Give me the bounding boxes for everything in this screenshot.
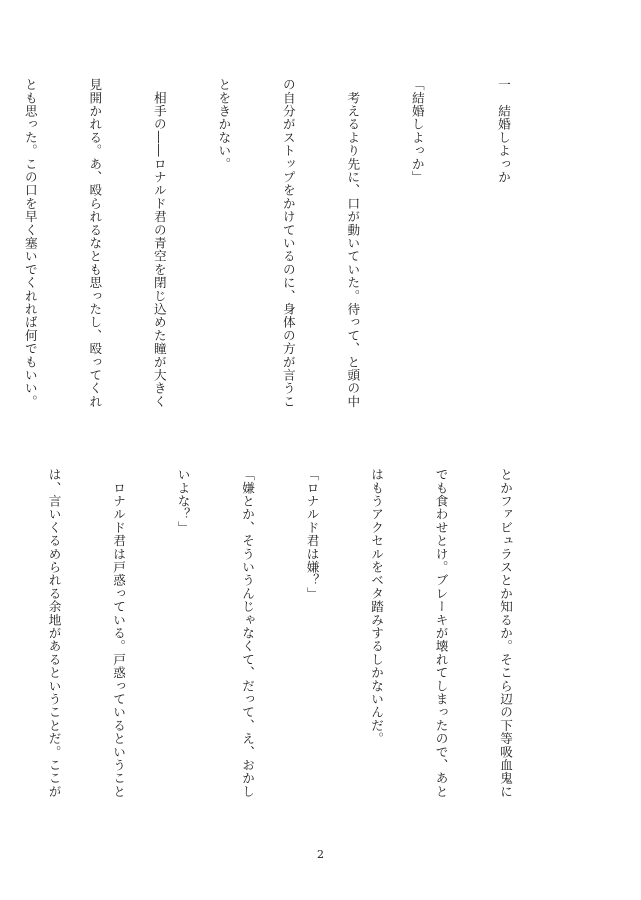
text-line: とをきかない。 — [216, 78, 232, 171]
text-line: は、言いくるめられる余地があるということだ。ここが — [46, 468, 62, 798]
text-column-bottom — [0, 468, 559, 823]
page-number: 2 — [317, 848, 324, 861]
text-line: 「ロナルド君は嫌？」 — [304, 468, 320, 600]
text-line: の自分がストップをかけているのに、身体の方が言うこ — [280, 78, 296, 408]
text-line: 見開かれる。あ、殴られるなとも思ったし、殴ってくれ — [87, 78, 103, 408]
text-line: はもうアクセルをベタ踏みするしかないんだ。 — [369, 468, 384, 746]
text-line: ロナルド君は戸惑っている。戸惑っているということ — [111, 468, 126, 798]
text-line: とも思った。この口を早く塞いでくれれば何でもいい。 — [22, 78, 38, 408]
text-line: いよな？」 — [175, 468, 191, 534]
text-line: 「嫌とか、そういうんじゃなくて、だって、え、おかし — [240, 468, 255, 798]
text-column-top — [0, 78, 557, 438]
chapter-title: 結婚しよっか — [496, 104, 511, 184]
text-line: とかファビュラスとか知るか。そこら辺の下等吸血鬼に — [498, 468, 513, 798]
chapter-number: 一 — [496, 78, 511, 92]
chapter-heading — [493, 78, 515, 438]
text-line: 考えるより先に、口が動いていた。待って、と頭の中 — [345, 78, 361, 408]
text-line: 「結婚しよっか」 — [409, 78, 425, 184]
text-line: 相手の――ロナルド君の青空を閉じ込めた瞳が大きく — [151, 78, 167, 408]
text-line: でも食わせとけ。ブレーキが壊れてしまったので、あと — [433, 468, 449, 798]
